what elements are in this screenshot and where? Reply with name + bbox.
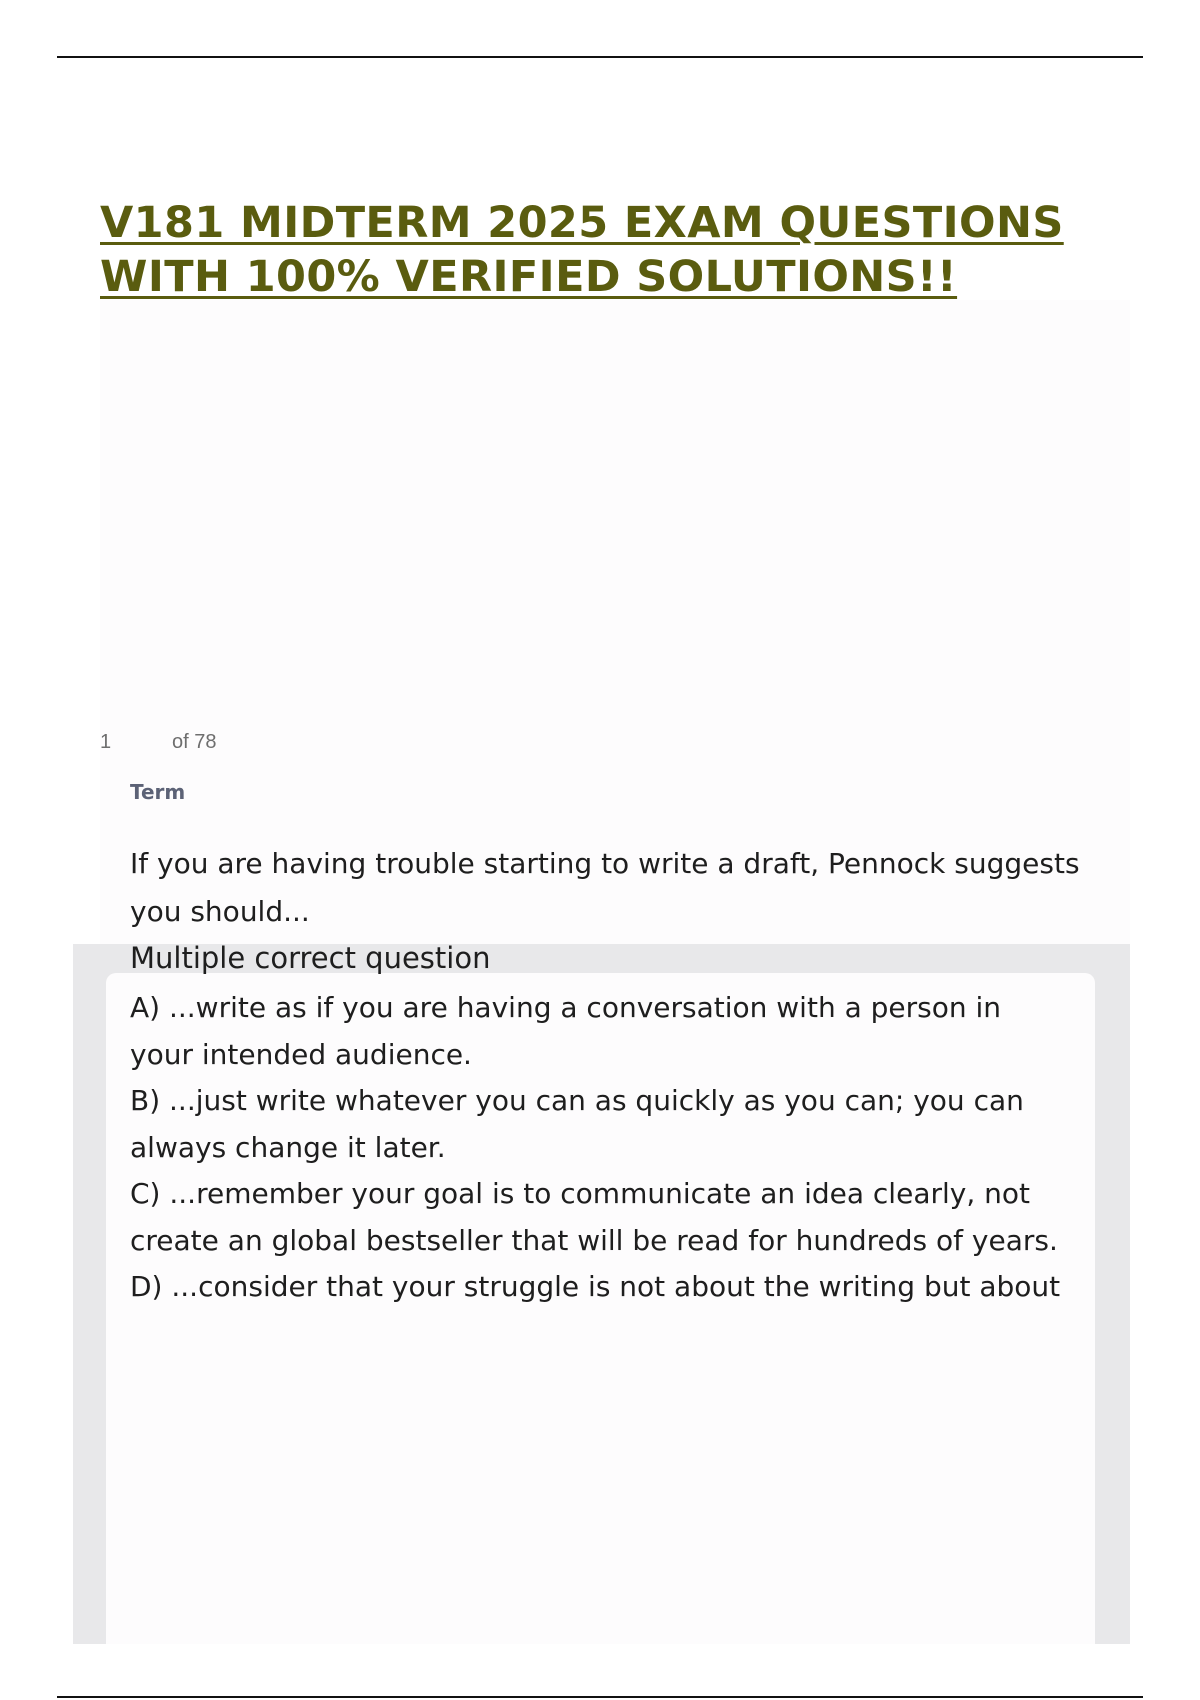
document-title-line-2: WITH 100% VERIFIED SOLUTIONS!! bbox=[100, 252, 958, 302]
document-title-line-1: V181 MIDTERM 2025 EXAM QUESTIONS bbox=[100, 198, 1064, 248]
term-label: Term bbox=[130, 780, 186, 804]
card-total: of 78 bbox=[172, 731, 217, 753]
answer-option-b: B) ...just write whatever you can as quickly as you can; you can always change it later. bbox=[130, 1084, 1024, 1164]
question-type-label: Multiple correct question bbox=[130, 941, 491, 975]
current-card-number: 1 bbox=[100, 731, 112, 753]
answer-options bbox=[130, 985, 1070, 1311]
answer-option-c: C) ...remember your goal is to communicate an idea clearly, not create an global bestseller that will be read for hundreds of years. bbox=[130, 1177, 1058, 1257]
top-rule bbox=[57, 56, 1143, 58]
answer-option-d: D) ...consider that your struggle is not about the writing but about bbox=[130, 1270, 1061, 1303]
bottom-rule bbox=[57, 1696, 1143, 1698]
document-title bbox=[100, 196, 1110, 304]
answer-option-a: A) ...write as if you are having a conversation with a person in your intended audience. bbox=[130, 991, 1002, 1071]
question-text: If you are having trouble starting to write a draft, Pennock suggests you should... bbox=[130, 847, 1080, 928]
